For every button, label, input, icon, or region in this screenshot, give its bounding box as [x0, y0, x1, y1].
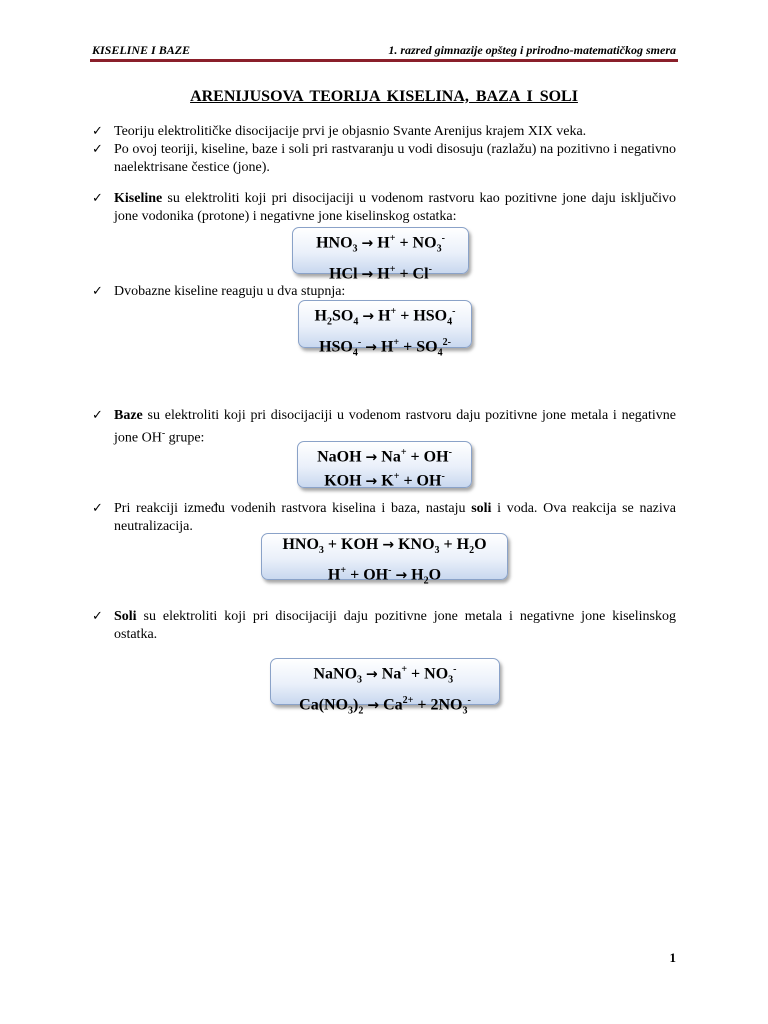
paragraph-text: su elektroliti koji pri disocijaciji u vodenom rastvoru kao pozitivne jone daju isključivo jone vodonika (protone) i negativne jone kiselinskog ostatka: [114, 191, 676, 224]
paragraph-text: su elektroliti koji pri disocijaciji u vodenom rastvoru daju pozitivne jone metala i negativne jone OH [114, 408, 676, 446]
header-rule [90, 59, 678, 62]
arrow-icon: → [365, 338, 377, 355]
list-item [92, 608, 676, 644]
equation-line: KOH → K+ + OH- [324, 471, 445, 490]
equation-line: NaNO$_3$ → $Na^+ + NO_3^-$ [313, 664, 457, 686]
check-mark-icon: ✓ [92, 142, 103, 157]
arrow-icon: → [367, 696, 380, 713]
arrow-icon: → [362, 308, 375, 325]
term-acids: Kiseline [114, 191, 163, 206]
check-mark-icon: ✓ [92, 501, 103, 516]
list-item [92, 190, 676, 226]
paragraph-text: Po ovoj teoriji, kiseline, baze i soli pri rastvaranju u vodi disosuju (razlažu) na pozitivno i negativno naelektrisane čestice (jone). [114, 142, 676, 175]
paragraph-text: Teoriju elektrolitičke disocijacije prvi je objasnio Svante Arenijus krajem XIX veka. [114, 124, 587, 139]
equation-line: $HNO_3 \to H^+ + NO_3^-$ [316, 233, 445, 255]
list-item [92, 500, 676, 536]
equation-line: $H_2SO_4 \to H^+ + HSO_4^-$ [314, 306, 456, 328]
equation-box-acids [292, 227, 469, 282]
arrow-icon: → [361, 265, 374, 282]
equation-line: $HSO_4^- \to H^+ + SO_4^{2-}$ [319, 336, 451, 359]
arrow-icon: → [366, 666, 378, 683]
equation-line: $HNO_3$ + KOH → $KNO_3 + H_2O$ [282, 536, 487, 557]
term-salts-def: Soli [114, 609, 137, 624]
check-mark-icon: ✓ [92, 124, 103, 139]
arrow-icon: → [395, 567, 408, 584]
equation-line: $H^+ + OH^- \to H_2O$ [327, 565, 442, 587]
paragraph-text: i voda. Ova reakcija se naziva neutralizacija. [114, 501, 676, 534]
equation-box-bases [297, 441, 472, 488]
arrow-icon: → [382, 537, 395, 553]
list-item [92, 141, 676, 177]
equation-box-diprotic [298, 300, 472, 359]
arrow-icon: → [365, 449, 378, 466]
paragraph-text: su elektroliti koji pri disocijaciji daju pozitivne jone metala i negativne jone kiselinskog ostatka. [114, 609, 676, 642]
list-item [92, 283, 676, 301]
paragraph-text: Pri reakciji između vodenih rastvora kiselina i baza, nastaju [114, 501, 472, 516]
header-right: 1. razred gimnazije opšteg i prirodno-matematičkog smera [388, 43, 676, 57]
arrow-icon: → [365, 473, 378, 490]
equation-box-neutralization [261, 533, 508, 587]
equation-box-salts [270, 658, 500, 717]
check-mark-icon: ✓ [92, 284, 103, 299]
list-item [92, 123, 676, 141]
term-bases: Baze [114, 408, 143, 423]
page-title: ARENIJUSOVA TEORIJA KISELINA, BAZA I SOLI [190, 88, 578, 105]
page-number: 1 [669, 950, 676, 965]
term-salts: soli [471, 501, 492, 516]
header-left: KISELINE I BAZE [92, 43, 191, 57]
equation-line: NaOH → Na+ + OH- [317, 447, 452, 466]
check-mark-icon: ✓ [92, 191, 103, 206]
check-mark-icon: ✓ [92, 609, 103, 624]
list-item: ✓ Baze su elektroliti koji pri disocijaciji u vodenom rastvoru daju pozitivne jone metala i negativne jone OH- grupe: [92, 408, 676, 446]
equation-line: $Ca(NO_3)_2 \to Ca^{2+} + 2NO_3^-$ [299, 694, 471, 717]
paragraph-text: Dvobazne kiseline reaguju u dva stupnja: [114, 284, 346, 299]
paragraph-text: grupe: [165, 430, 205, 446]
equation-line: HCl → H+ + Cl- [329, 263, 432, 282]
arrow-icon: → [361, 235, 374, 252]
check-mark-icon: ✓ [92, 408, 103, 423]
